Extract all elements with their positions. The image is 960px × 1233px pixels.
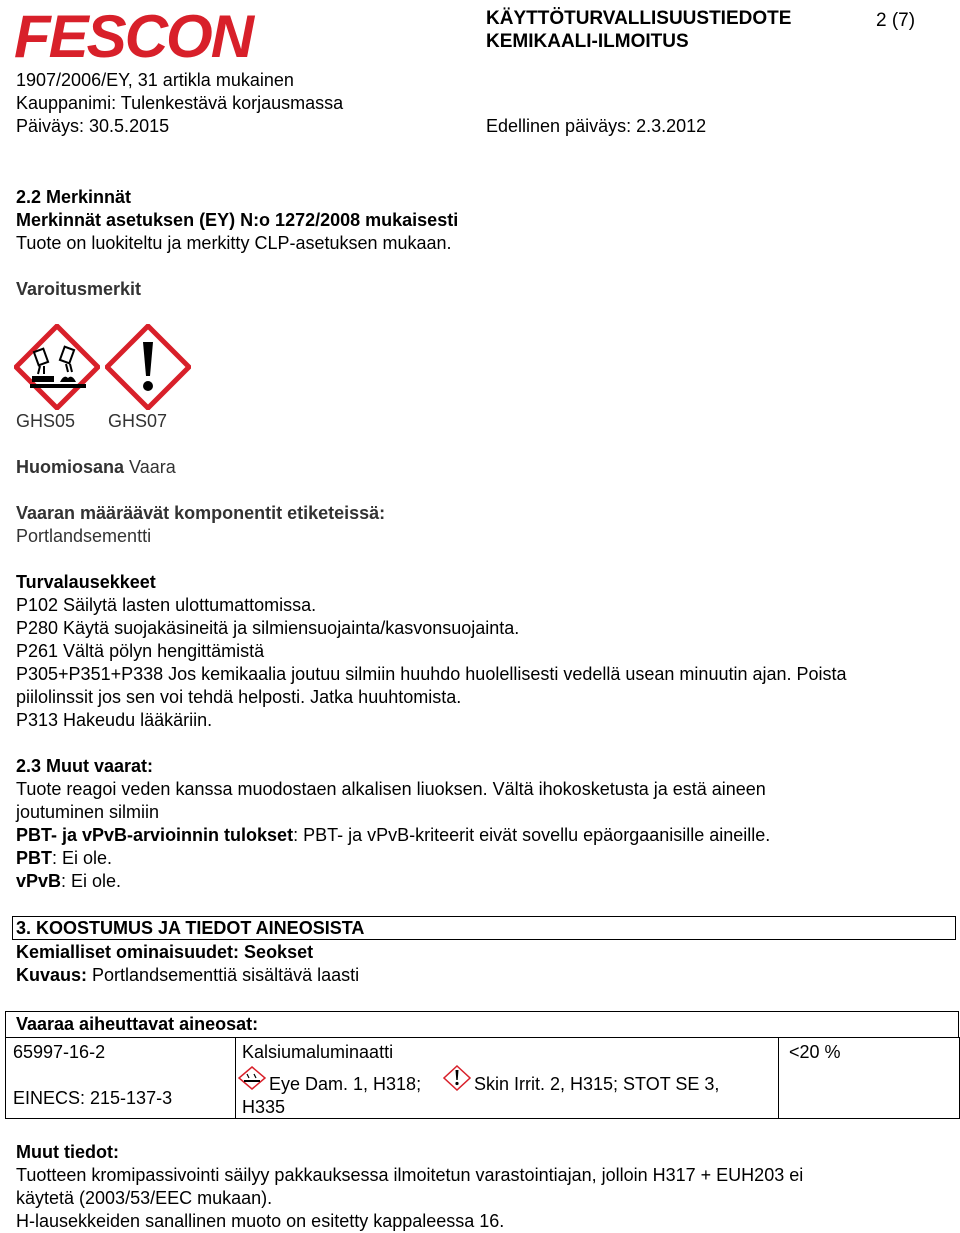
ghs07-label: GHS07 — [108, 411, 168, 431]
section-2-2-heading: 2.2 Merkinnät — [16, 187, 132, 207]
p313-line: P313 Hakeudu lääkäriin. — [16, 710, 213, 730]
concentration-value: <20 % — [789, 1042, 841, 1062]
pbt-assessment-label: PBT- ja vPvB-arvioinnin tulokset — [16, 825, 294, 845]
einecs-number: EINECS: 215-137-3 — [13, 1088, 173, 1108]
trade-name: Kauppanimi: Tulenkestävä korjausmassa — [16, 93, 344, 113]
exclamation-small-icon — [443, 1065, 471, 1091]
logo-text: FESCON — [14, 3, 253, 70]
components-label: Vaaran määräävät komponentit etiketeissä: — [16, 503, 386, 523]
signal-word-value: Vaara — [129, 457, 176, 477]
other-info-line-3: H-lausekkeiden sanallinen muoto on esitetty kappaleessa 16. — [16, 1211, 505, 1231]
warning-signs-label: Varoitusmerkit — [16, 279, 142, 299]
pbt-assessment-text: : PBT- ja vPvB-kriteerit eivät sovellu epäorgaanisille aineille. — [293, 825, 771, 845]
p102-line: P102 Säilytä lasten ulottumattomissa. — [16, 595, 317, 615]
classification-eye-dam: Eye Dam. 1, H318; — [269, 1074, 422, 1094]
ghs05-corrosion-icon — [14, 324, 100, 410]
classification-skin-irrit: Skin Irrit. 2, H315; STOT SE 3, — [474, 1074, 720, 1094]
description-line — [16, 965, 359, 986]
page-number: 2 (7) — [876, 10, 916, 31]
p305-line-cont: piilolinssit jos sen voi tehdä helposti. Jatka huuhtomista. — [16, 687, 462, 707]
description-value: Portlandsementtiä sisältävä laasti — [92, 965, 360, 985]
vpvb-label: vPvB — [16, 871, 62, 891]
ingredients-heading: Vaaraa aiheuttavat aineosat: — [16, 1014, 259, 1034]
section-3-heading: 3. KOOSTUMUS JA TIEDOT AINEOSISTA — [16, 918, 365, 938]
p280-line: P280 Käytä suojakäsineitä ja silmiensuojainta/kasvonsuojainta. — [16, 618, 520, 638]
components-value: Portlandsementti — [16, 526, 152, 546]
signal-word-line — [16, 457, 176, 478]
signal-word-label: Huomiosana — [16, 457, 125, 477]
classification-stot: H335 — [242, 1097, 286, 1117]
other-info-line-1: Tuotteen kromipassivointi säilyy pakkauksessa ilmoitetun varastointiajan, jolloin H317 + EUH203 ei — [16, 1165, 804, 1185]
chemical-characterization: Kemialliset ominaisuudet: Seokset — [16, 942, 314, 962]
clp-line: Tuote on luokiteltu ja merkitty CLP-asetuksen mukaan. — [16, 233, 452, 253]
section-2-3-heading: 2.3 Muut vaarat: — [16, 756, 154, 776]
previous-date: Edellinen päiväys: 2.3.2012 — [486, 116, 707, 136]
pbt-assessment-line — [16, 825, 770, 846]
issue-date: Päiväys: 30.5.2015 — [16, 116, 170, 136]
other-info-line-2: käytetä (2003/53/EEC mukaan). — [16, 1188, 273, 1208]
description-label: Kuvaus: — [16, 965, 88, 985]
section-2-2-subheading: Merkinnät asetuksen (EY) N:o 1272/2008 mukaisesti — [16, 210, 459, 230]
cas-cell — [6, 1038, 236, 1119]
classification-cell — [236, 1038, 779, 1119]
pbt-label: PBT — [16, 848, 52, 868]
concentration-cell — [779, 1038, 960, 1119]
fescon-logo — [14, 3, 253, 70]
doc-title-2: KEMIKAALI-ILMOITUS — [486, 31, 689, 52]
other-hazards-line-1: Tuote reagoi veden kanssa muodostaen alkalisen liuoksen. Vältä ihokosketusta ja estä aineen — [16, 779, 766, 799]
vpvb-value: : Ei ole. — [61, 871, 122, 891]
pbt-value: : Ei ole. — [52, 848, 113, 868]
ingredients-table — [5, 1037, 960, 1119]
p305-line: P305+P351+P338 Jos kemikaalia joutuu silmiin huuhdo huolellisesti vedellä usean minuutin ajan. Poista — [16, 664, 847, 684]
precautionary-heading: Turvalausekkeet — [16, 572, 156, 592]
pbt-line — [16, 848, 112, 869]
other-info-heading: Muut tiedot: — [16, 1142, 119, 1162]
ghs05-label: GHS05 — [16, 411, 76, 431]
doc-title-1: KÄYTTÖTURVALLISUUSTIEDOTE — [486, 8, 792, 29]
corrosion-small-icon — [238, 1066, 266, 1090]
regulation-line: 1907/2006/EY, 31 artikla mukainen — [16, 70, 294, 90]
cas-number: 65997-16-2 — [13, 1042, 106, 1062]
other-hazards-line-2: joutuminen silmiin — [16, 802, 160, 822]
vpvb-line — [16, 871, 121, 892]
ghs07-exclamation-icon — [105, 324, 191, 410]
p261-line: P261 Vältä pölyn hengittämistä — [16, 641, 265, 661]
substance-name: Kalsiumaluminaatti — [242, 1042, 394, 1062]
table-row — [6, 1038, 960, 1119]
